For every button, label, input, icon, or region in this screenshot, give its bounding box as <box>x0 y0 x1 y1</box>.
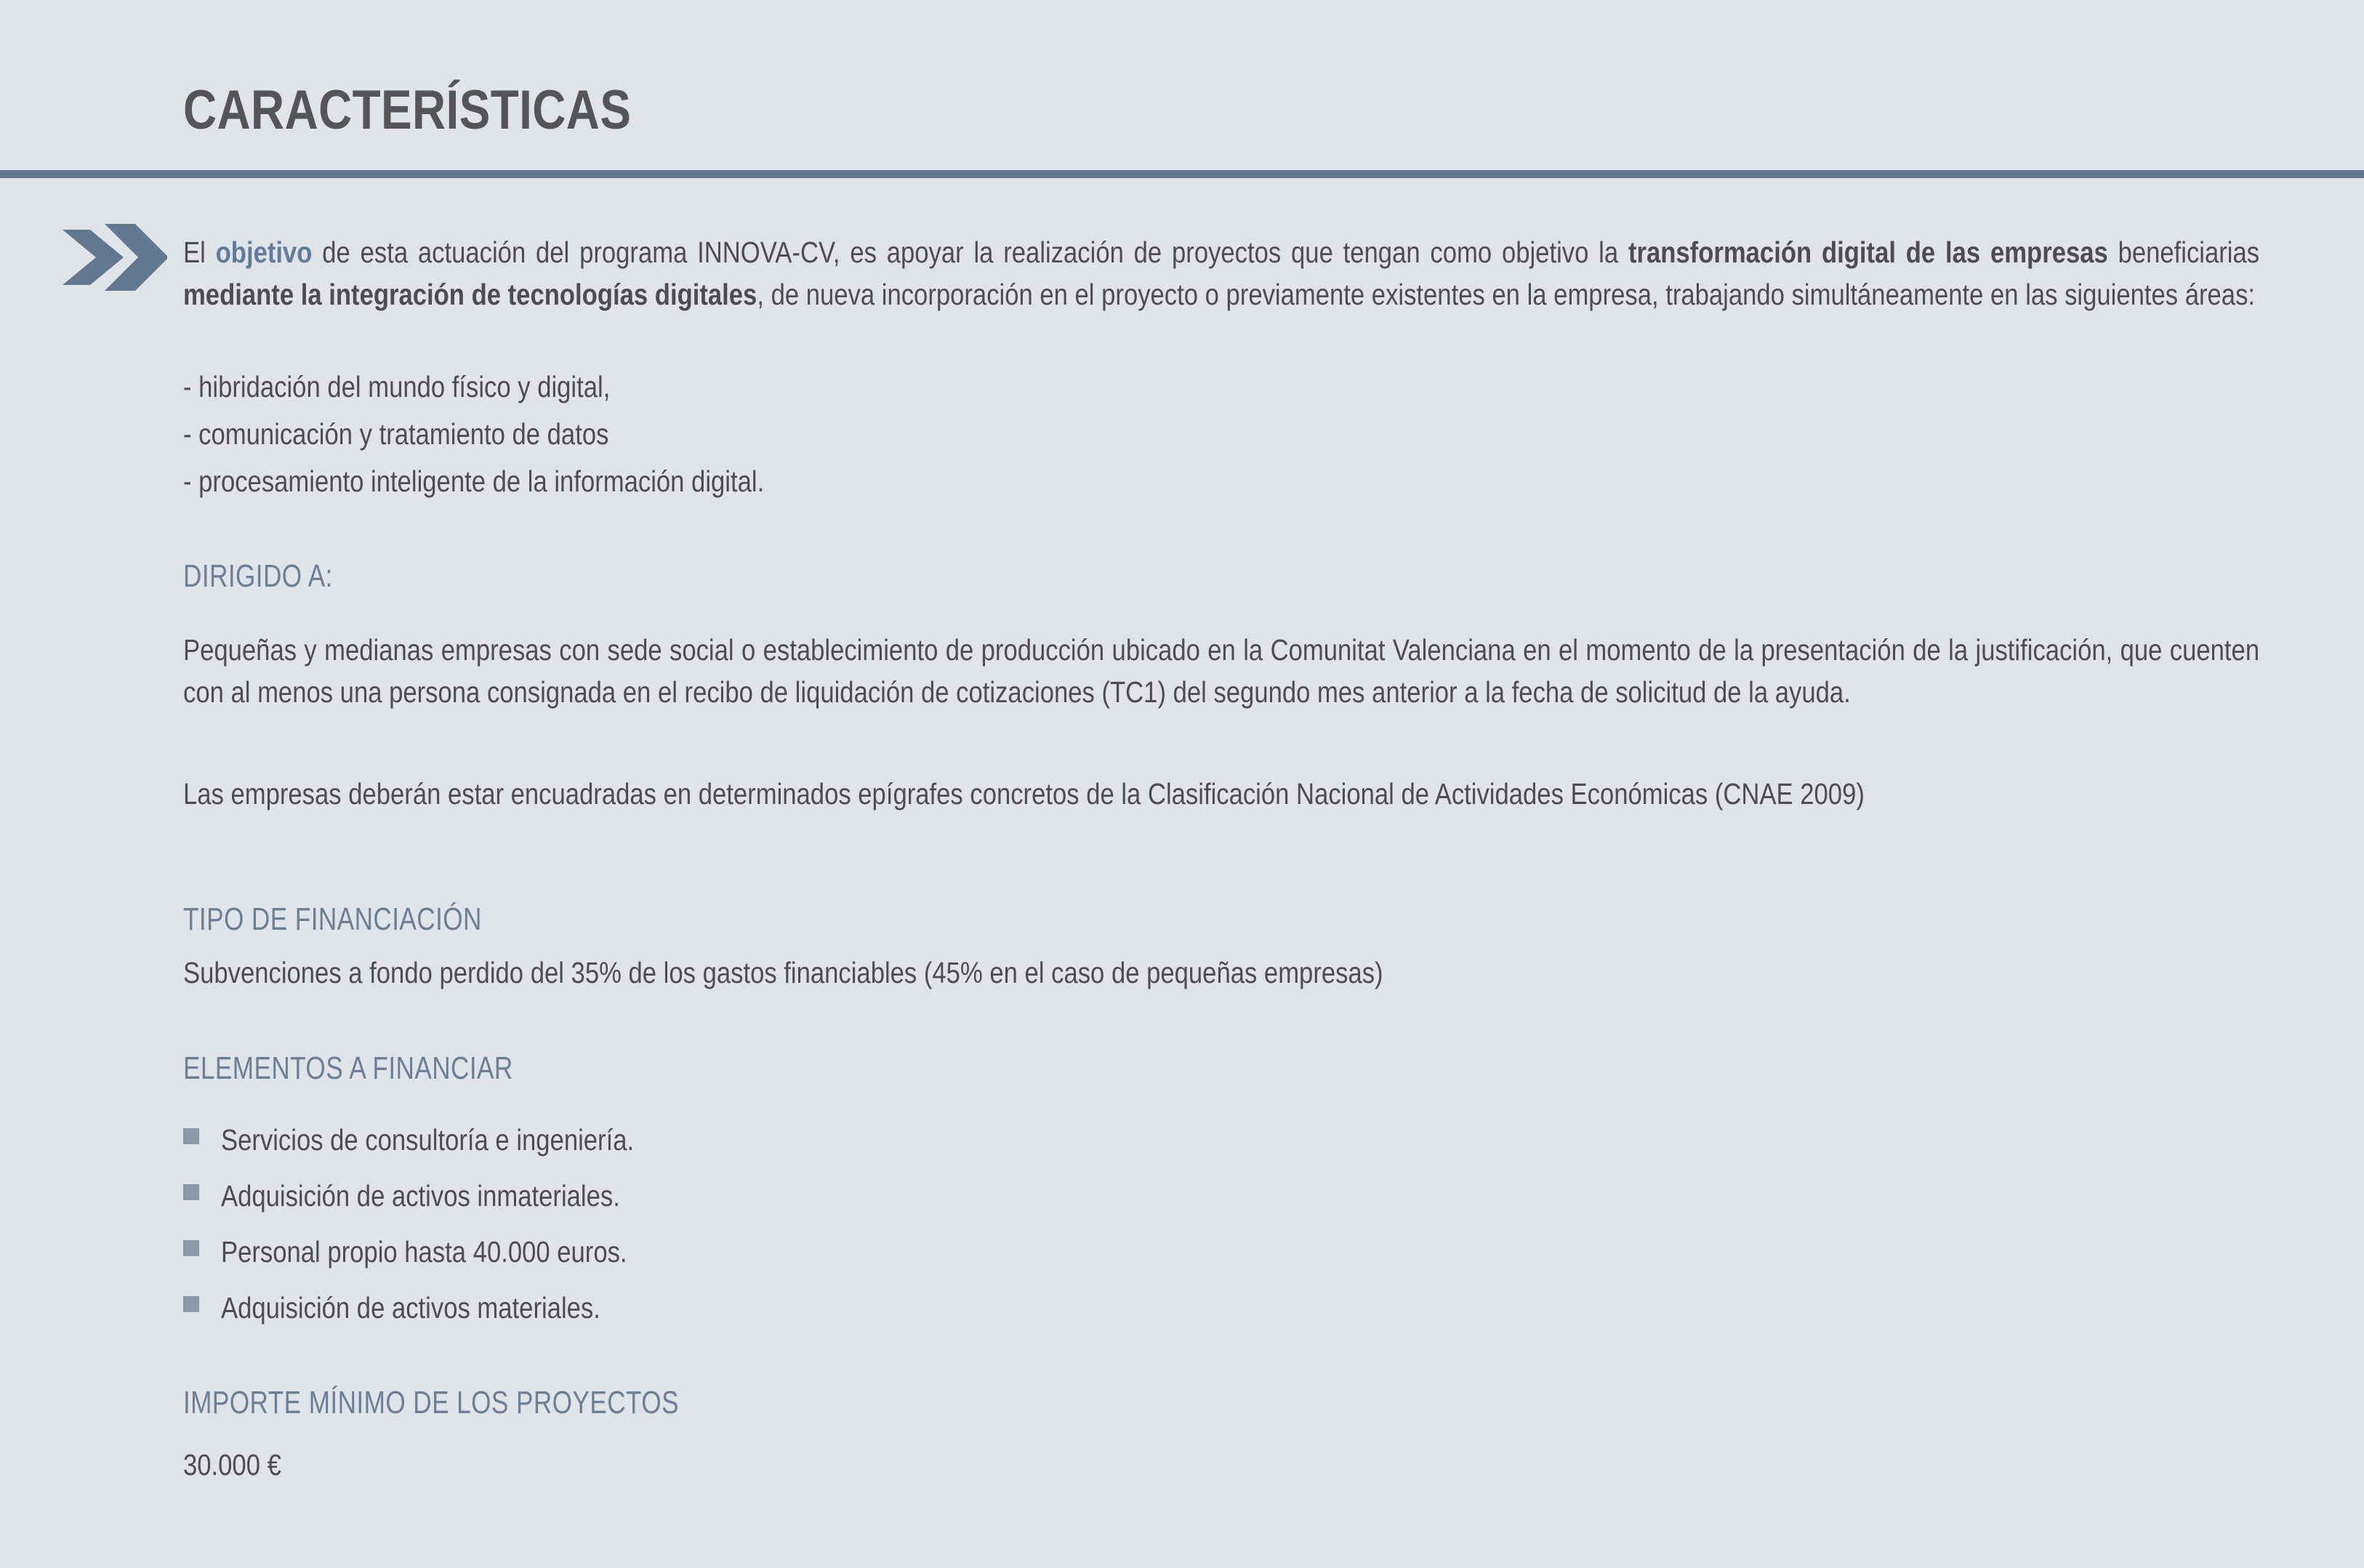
list-item-label: Adquisición de activos materiales. <box>221 1291 600 1324</box>
dirigido-paragraph-1: Pequeñas y medianas empresas con sede social o establecimiento de producción ubicado en la Comunitat Valenciana en el momento de la presentación de la justificación, que cuenten con al menos una persona consignada en el recibo de liquidación de cotizaciones (TC1) del segundo mes anterior a la fecha de solicitud de la ayuda. <box>183 633 2260 709</box>
section-heading-text: ELEMENTOS A FINANCIAR <box>183 1050 513 1086</box>
dirigido-paragraph-2-block <box>183 773 2259 815</box>
section-heading-elementos <box>183 1050 595 1087</box>
importe-value-block <box>183 1450 299 1480</box>
dash-line-item <box>183 419 687 449</box>
intro-bold-objetivo: objetivo <box>215 236 313 269</box>
dash-line-text: - comunicación y tratamiento de datos <box>183 417 609 451</box>
list-item-label: Adquisición de activos inmateriales. <box>221 1179 620 1213</box>
list-item <box>183 1291 670 1325</box>
list-item <box>183 1235 701 1269</box>
dirigido-paragraph-1-block <box>183 629 2259 713</box>
header-divider-rule <box>0 170 2364 178</box>
intro-text-4: , de nueva incorporación en el proyecto o previamente existentes en la empresa, trabajando simultáneamente en las siguientes áreas: <box>757 278 2256 312</box>
list-item <box>183 1123 709 1157</box>
intro-text-2: de esta actuación del programa INNOVA-CV, es apoyar la realización de proyectos que tengan como objetivo la <box>312 236 1628 269</box>
intro-paragraph-block <box>183 231 2259 315</box>
dash-line-item <box>183 372 688 402</box>
dash-line-item <box>183 467 871 496</box>
importe-value: 30.000 € <box>183 1448 281 1481</box>
double-chevron-right-icon <box>63 224 167 291</box>
page-title: CARACTERÍSTICAS <box>183 79 632 141</box>
square-bullet-icon <box>183 1128 199 1144</box>
intro-bold-mediante: mediante la integración de tecnologías digitales <box>183 278 757 312</box>
intro-paragraph <box>183 231 2259 315</box>
section-heading-text: IMPORTE MÍNIMO DE LOS PROYECTOS <box>183 1385 679 1420</box>
section-heading-text: TIPO DE FINANCIACIÓN <box>183 901 482 937</box>
section-heading-text: DIRIGIDO A: <box>183 558 333 594</box>
list-item-label: Servicios de consultoría e ingeniería. <box>221 1123 635 1157</box>
section-heading-importe <box>183 1385 803 1421</box>
section-heading-dirigido <box>183 558 370 595</box>
square-bullet-icon <box>183 1296 199 1312</box>
intro-text-1: El <box>183 236 216 269</box>
list-item-label: Personal propio hasta 40.000 euros. <box>221 1235 627 1269</box>
dirigido-paragraph-2: Las empresas deberán estar encuadradas en determinados epígrafes concretos de la Clasificación Nacional de Actividades Económicas (CNAE 2009) <box>183 777 1865 811</box>
financiacion-paragraph-block <box>183 958 1603 988</box>
square-bullet-icon <box>183 1184 199 1200</box>
dash-line-text: - hibridación del mundo físico y digital, <box>183 370 611 403</box>
dash-line-text: - procesamiento inteligente de la información digital. <box>183 465 765 498</box>
intro-bold-transformacion: transformación digital de las empresas <box>1628 236 2108 269</box>
section-heading-financiacion <box>183 901 557 938</box>
list-item <box>183 1179 693 1213</box>
square-bullet-icon <box>183 1240 199 1256</box>
intro-text-3: beneficiarias <box>2107 236 2260 269</box>
financiacion-paragraph: Subvenciones a fondo perdido del 35% de los gastos financiables (45% en el caso de pequeñas empresas) <box>183 956 1383 989</box>
